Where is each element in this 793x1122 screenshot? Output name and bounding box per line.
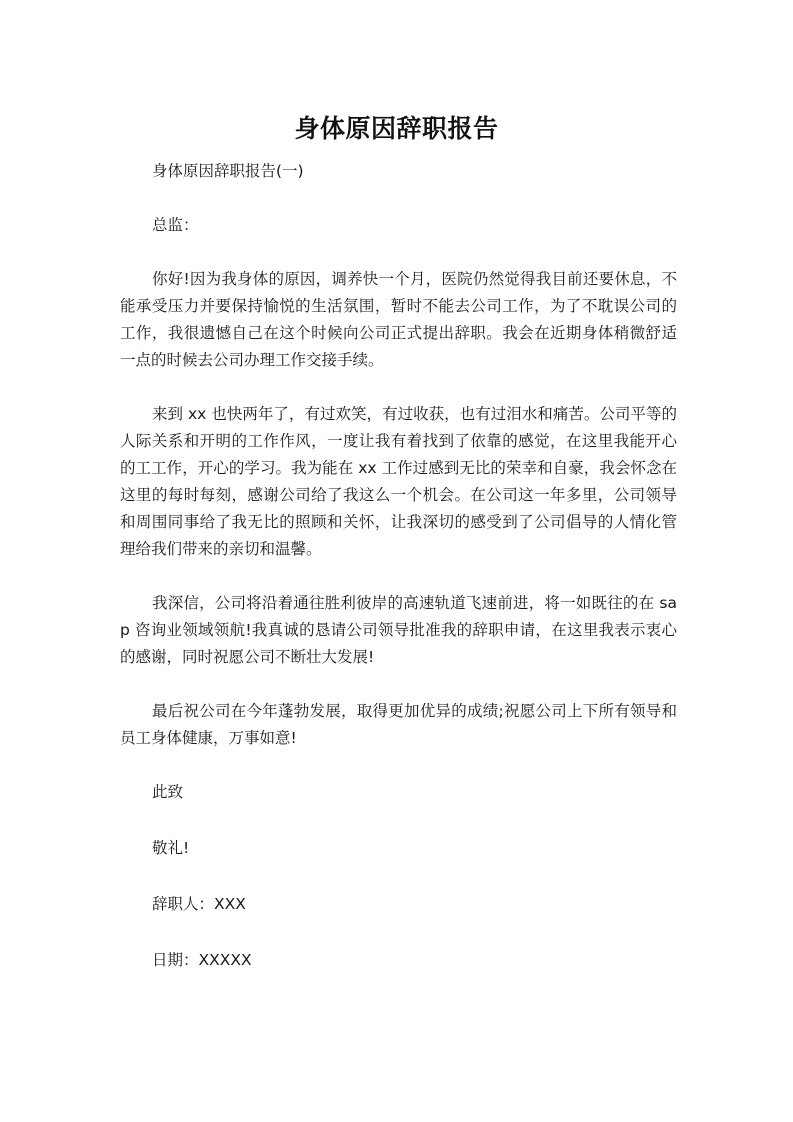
paragraph-2: 来到 xx 也快两年了，有过欢笑，有过收获，也有过泪水和痛苦。公司平等的人际关系和开明的工作作风，一度让我有着找到了依靠的感觉，在这里我能开心的工工作，开心的学习。我为能在 xx 工作过感到无比的荣幸和自豪，我会怀念在这里的每时每刻，感谢公司给了我这么一个机会。在公司这一年多里，公司领导和周围同事给了我无比的照顾和关怀，让我深切的感受到了公司倡导的人情化管理给我们带来的亲切和温馨。 [120, 405, 677, 558]
spacer [120, 374, 677, 401]
document-body [120, 158, 677, 974]
document-title: 身体原因辞职报告 [294, 114, 499, 143]
spacer [120, 671, 677, 698]
salutation: 总监： [152, 216, 199, 234]
document-subtitle: 身体原因辞职报告(一) [152, 162, 304, 180]
paragraph-3: 我深信，公司将沿着通往胜利彼岸的高速轨道飞速前进，将一如既往的在 sap 咨询业领域领航!我真诚的恳请公司领导批准我的辞职申请，在这里我表示衷心的感谢，同时祝愿公司不断壮大发展! [120, 594, 677, 666]
spacer [120, 563, 677, 590]
spacer [120, 239, 677, 266]
date-line: 日期：XXXXX [152, 951, 252, 969]
spacer [120, 806, 677, 835]
paragraph-1: 你好!因为我身体的原因，调养快一个月，医院仍然觉得我目前还要休息，不能承受压力并要保持愉悦的生活氛围，暂时不能去公司工作，为了不耽误公司的工作，我很遗憾自己在这个时候向公司正式提出辞职。我会在近期身体稍微舒适一点的时候去公司办理工作交接手续。 [120, 270, 677, 369]
closing-salute: 敬礼! [152, 839, 190, 857]
closing-respect: 此致 [152, 783, 184, 801]
spacer [120, 185, 677, 212]
spacer [120, 752, 677, 779]
spacer [120, 918, 677, 947]
signer-line: 辞职人：XXX [152, 895, 246, 913]
spacer [120, 862, 677, 891]
paragraph-4: 最后祝公司在今年蓬勃发展，取得更加优异的成绩;祝愿公司上下所有领导和员工身体健康，万事如意! [120, 702, 677, 747]
